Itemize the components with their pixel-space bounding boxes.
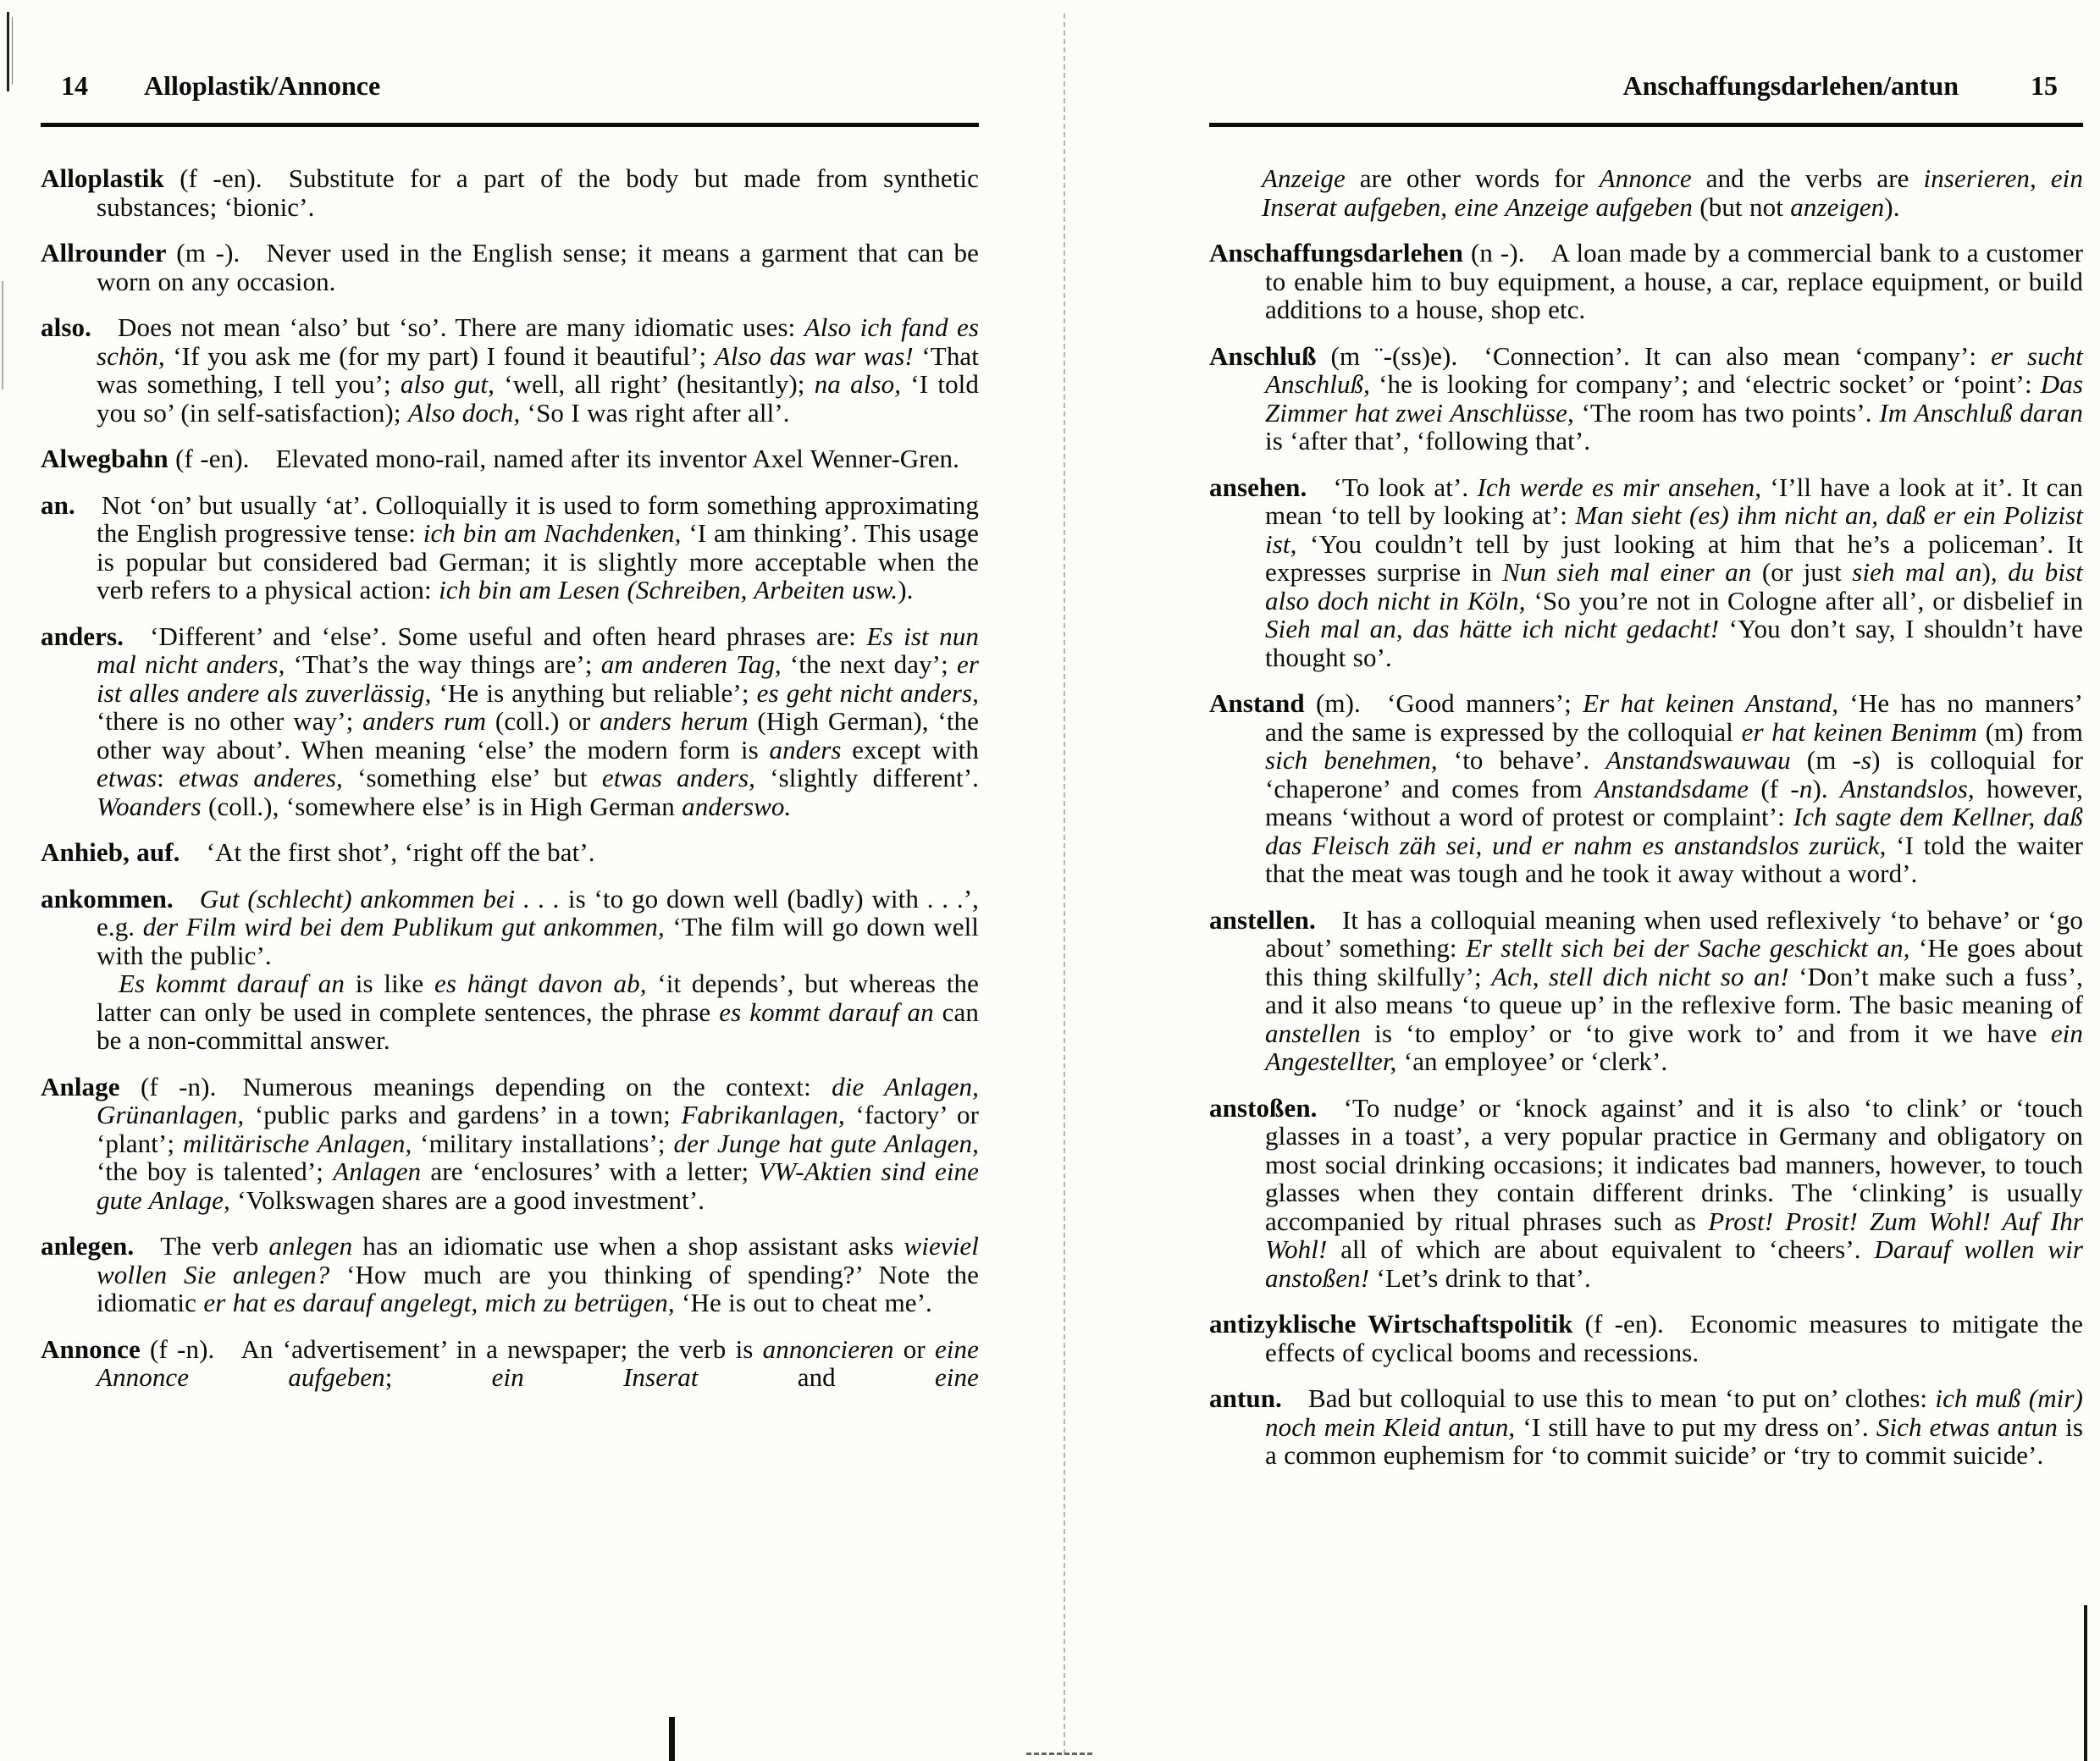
dictionary-entry — [1209, 239, 2083, 324]
german-phrase: anders rum — [362, 706, 487, 736]
definition-text: ‘to behave’. — [1437, 745, 1606, 775]
entry-paragraph — [1209, 906, 2083, 1076]
headword: Allrounder — [41, 238, 167, 268]
headword: Anschaffungsdarlehen — [1209, 238, 1463, 268]
german-phrase: sieh mal an — [1852, 557, 1982, 587]
german-phrase: Gut (schlecht) ankommen bei . . . — [199, 883, 561, 914]
definition-text: and the verbs are — [1691, 163, 1924, 193]
definition-text: (f -en). Economic measures to mitigate the effects of cyclical booms and recessions. — [1265, 1309, 2083, 1367]
definition-text: (m). ‘Good manners’; — [1304, 688, 1583, 718]
entry-paragraph — [1209, 342, 2083, 455]
definition-text: ‘I am thinking’. This usage is popular but considered bad German; it is slightly more acceptable when the verb refers to a physical action: — [97, 518, 979, 604]
definition-text: ‘To look at’. — [1307, 472, 1478, 502]
headword: Anschluß — [1209, 340, 1317, 371]
definition-text: ). — [1812, 773, 1840, 803]
page-left — [41, 0, 979, 1410]
definition-text: and — [698, 1362, 935, 1392]
definition-text: (n -). A loan made by a commercial bank to a customer to enable him to buy equipment, a house, a car, replace equipment, or build additions to a house, shop etc. — [1265, 238, 2083, 324]
german-phrase: na also, — [814, 369, 902, 399]
definition-text: is ‘to go down well (badly) with . . .’, e.g. — [97, 883, 979, 941]
german-phrase: Anstandslos, — [1839, 773, 1975, 803]
definition-text: (but not — [1692, 191, 1791, 222]
entry-paragraph — [41, 1335, 979, 1392]
definition-text: or — [893, 1333, 935, 1364]
german-phrase: s — [1860, 745, 1872, 775]
dictionary-entry — [41, 491, 979, 604]
german-phrase: am anderen Tag, — [600, 649, 782, 679]
german-phrase: Das Zimmer hat zwei Anschlüsse, — [1265, 369, 2083, 428]
page-number-left: 14 — [61, 70, 88, 101]
german-phrase: Also ich fand es schön, — [97, 312, 980, 371]
definition-text — [174, 884, 200, 914]
definition-text: (m) from — [1977, 716, 2083, 747]
definition-text: ‘So I was right after all’. — [520, 397, 790, 428]
german-phrase: Ich sagte dem Kellner, daß das Fleisch zäh sei, und er nahm es anstandslos zurück, — [1265, 802, 2083, 860]
definition-text: ‘something else’ but — [342, 763, 602, 792]
german-phrase: Annonce — [1599, 163, 1692, 193]
definition-text: ‘public parks and gardens’ in a town; — [244, 1100, 682, 1129]
german-phrase: du bist also doch nicht in Köln, — [1265, 557, 2083, 616]
german-phrase: sich benehmen, — [1265, 745, 1438, 775]
definition-text: ‘The film will go down well with the public’. — [97, 912, 979, 970]
headword: antun. — [1209, 1383, 1282, 1413]
german-phrase: Anlagen — [333, 1157, 422, 1186]
entry-paragraph — [41, 239, 979, 295]
entry-paragraph — [1209, 164, 2083, 221]
definition-text: ‘At the first shot’, ‘right off the bat’. — [180, 837, 595, 867]
definition-text: (coll.) or — [486, 706, 600, 736]
german-phrase: anlegen — [268, 1231, 353, 1261]
german-phrase: Er hat keinen Anstand, — [1583, 688, 1839, 718]
dictionary-entry — [41, 838, 979, 867]
german-phrase: Es kommt darauf an — [119, 969, 345, 998]
german-phrase: Er stellt sich bei der Sache geschickt an, — [1466, 933, 1910, 963]
german-phrase: die Anlagen, Grünanlagen, — [97, 1071, 979, 1129]
german-phrase: es kommt darauf an — [719, 996, 934, 1027]
definition-text: ‘He is out to cheat me’. — [674, 1288, 932, 1317]
dictionary-entry — [1209, 1384, 2083, 1470]
dictionary-entry — [1209, 1094, 2083, 1293]
definition-text: ‘Volkswagen shares are a good investment’. — [229, 1184, 705, 1215]
definition-text: ‘How much are you thinking of spending?’ Note the idiomatic — [97, 1259, 979, 1317]
dictionary-entry — [41, 164, 979, 221]
definition-text: can be a non-committal answer. — [97, 996, 980, 1055]
entry-paragraph — [1209, 689, 2083, 888]
definition-text: ‘I told you so’ (in self-satisfaction); — [97, 369, 979, 428]
scan-edge-mark — [2084, 1605, 2087, 1761]
german-phrase: ich bin am Lesen (Schreiben, Arbeiten usw. — [439, 575, 898, 604]
german-phrase: anderswo. — [682, 791, 792, 821]
german-phrase: etwas anderes, — [179, 763, 343, 792]
entries-left — [41, 164, 979, 1392]
dictionary-entry — [41, 313, 979, 427]
definition-text: ‘slightly different’. — [755, 763, 979, 792]
definition-text: ‘I’ll have a look at it’. It can mean ‘to tell by looking at’: — [1265, 472, 2083, 530]
entry-paragraph — [41, 444, 979, 473]
headword: Anhieb, auf. — [41, 837, 180, 867]
german-phrase: militärische Anlagen, — [182, 1128, 412, 1158]
entry-paragraph — [1209, 239, 2083, 324]
dictionary-entry — [1209, 1310, 2083, 1366]
headword: ankommen. — [41, 883, 174, 914]
scan-edge-mark — [2, 281, 3, 389]
german-phrase: Also das war was! — [714, 340, 914, 371]
german-phrase: es hängt davon ab, — [434, 969, 647, 998]
definition-text: ), — [1981, 557, 2009, 587]
definition-text: are ‘enclosures’ with a letter; — [421, 1157, 759, 1186]
definition-text: are other words for — [1345, 163, 1600, 193]
german-phrase: anders herum — [600, 706, 749, 736]
page-fold-line — [1064, 14, 1065, 1754]
definition-text: (f - — [1749, 773, 1799, 803]
german-phrase: ich muß (mir) noch mein Kleid antun, — [1265, 1383, 2083, 1442]
entry-continuation — [1209, 164, 2083, 221]
german-phrase: Fabrikanlagen, — [681, 1100, 845, 1129]
entry-paragraph — [41, 969, 979, 1055]
dictionary-entry — [41, 239, 979, 295]
german-phrase: er sucht Anschluß, — [1265, 340, 2083, 399]
german-phrase: anders — [769, 734, 842, 765]
definition-text: ‘So you’re not in Cologne after all’, or disbelief in — [1525, 585, 2083, 616]
german-phrase: n — [1799, 773, 1813, 803]
entry-paragraph — [41, 1073, 979, 1215]
definition-text: all of which are about equivalent to ‘cheers’. — [1327, 1234, 1875, 1264]
german-phrase: der Film wird bei dem Publikum gut ankommen, — [142, 912, 665, 941]
headword: anlegen. — [41, 1231, 135, 1261]
german-phrase: etwas anders, — [601, 763, 756, 792]
definition-text: ‘military installations’; — [412, 1128, 674, 1158]
headword: antizyklische Wirtschaftspolitik — [1209, 1309, 1573, 1339]
definition-text: (m ¨-(ss)e). ‘Connection’. It can also mean ‘company’: — [1316, 340, 1992, 371]
header-rule-right — [1209, 123, 2083, 127]
definition-text: is ‘to employ’ or ‘to give work to’ and from it we have — [1360, 1018, 2051, 1048]
definition-text: ‘well, all right’ (hesitantly); — [494, 369, 815, 399]
definition-text: ‘I still have to put my dress on’. — [1515, 1411, 1876, 1442]
definition-text: ‘the next day’; — [781, 649, 957, 679]
german-phrase: Anstandsdame — [1594, 773, 1749, 803]
german-phrase: Anstandswauwau — [1605, 745, 1791, 775]
definition-text: (f -n). Numerous meanings depending on the context: — [119, 1071, 832, 1101]
headword: Anlage — [41, 1071, 120, 1101]
dictionary-entry — [1209, 906, 2083, 1076]
german-phrase: eine — [934, 1362, 979, 1392]
definition-text: ‘To nudge’ or ‘knock against’ and it is also ‘to clink’ or ‘touch glasses in a toast’, a very popular practice in Germany and obligatory on most social drinking occasions; it indicates bad manners, however, to touch glasses when they contain different drinks. The ‘clinking’ is usually accompanied by ritual phrases such as — [1265, 1092, 2083, 1236]
german-phrase: Darauf wollen wir anstoßen! — [1265, 1234, 2084, 1293]
german-phrase: etwas — [97, 763, 158, 792]
entry-paragraph — [1209, 1310, 2083, 1366]
german-phrase: er ist alles andere als zuverlässig, — [97, 649, 979, 708]
entries-right — [1209, 164, 2083, 1470]
binding-mark — [12, 17, 13, 85]
definition-text: Bad but colloquial to use this to mean ‘to put on’ clothes: — [1281, 1383, 1936, 1413]
definition-text: except with — [841, 734, 979, 765]
definition-text: : — [157, 763, 180, 792]
definition-text: ‘the boy is talented’; — [97, 1157, 334, 1186]
entry-paragraph — [41, 491, 979, 604]
entry-paragraph — [41, 164, 979, 221]
headword: anders. — [41, 621, 124, 651]
running-head-right: Anschaffungsdarlehen/antun — [1622, 70, 1959, 101]
german-phrase: Sieh mal an, das hätte ich nicht gedacht! — [1265, 614, 1720, 643]
german-phrase: eine Annonce aufgeben — [97, 1333, 979, 1392]
definition-text: ‘factory’ or ‘plant’; — [97, 1100, 979, 1158]
dictionary-entry — [1209, 689, 2083, 888]
german-phrase: Ach, stell dich nicht so an! — [1491, 961, 1789, 991]
german-phrase: anstellen — [1265, 1018, 1361, 1048]
german-phrase: anzeigen — [1790, 191, 1885, 222]
definition-text: ‘there is no other way’; — [97, 706, 363, 736]
german-phrase: er hat es darauf angelegt, mich zu betrügen, — [203, 1288, 675, 1317]
entry-paragraph — [41, 622, 979, 821]
page-number-right: 15 — [2031, 70, 2058, 101]
definition-text: ‘That was something, I tell you’; — [97, 340, 980, 399]
definition-text: ). — [1884, 191, 1900, 222]
definition-text: ‘He goes about this thing skilfully’; — [1265, 933, 2083, 991]
definition-text: ‘You couldn’t tell by just looking at him that he’s a policeman’. It expresses surprise in — [1265, 528, 2083, 587]
definition-text: (or just — [1751, 557, 1853, 587]
dictionary-entry — [41, 1073, 979, 1215]
headword: anstellen. — [1209, 904, 1316, 935]
dictionary-entry — [41, 622, 979, 821]
definition-text: (f -en). Elevated mono-rail, named after its inventor Axel Wenner-Gren. — [168, 444, 960, 473]
entry-paragraph — [41, 1232, 979, 1317]
headword: Annonce — [41, 1333, 141, 1364]
definition-text: (m - — [1790, 745, 1861, 775]
scan-edge-mark — [669, 1717, 675, 1761]
entry-paragraph — [41, 838, 979, 867]
definition-text: ‘That’s the way things are’; — [285, 649, 601, 679]
dictionary-entry — [41, 444, 979, 473]
german-phrase: wieviel wollen Sie anlegen? — [97, 1231, 980, 1289]
definition-text: The verb — [134, 1231, 269, 1261]
headword: ansehen. — [1209, 472, 1307, 502]
definition-text: has an idiomatic use when a shop assistant asks — [352, 1231, 904, 1261]
german-phrase: annoncieren — [762, 1333, 894, 1364]
definition-text: ‘he is looking for company’; and ‘electric socket’ or ‘point’: — [1370, 369, 2041, 399]
page-right — [1209, 0, 2083, 1488]
german-phrase: Woanders — [97, 791, 202, 821]
definition-text: (f -en). Substitute for a part of the body but made from synthetic substances; ‘bionic’. — [97, 163, 979, 222]
headword: an. — [41, 489, 75, 520]
definition-text: ‘Different’ and ‘else’. Some useful and often heard phrases are: — [124, 621, 867, 651]
german-phrase: Anzeige — [1262, 163, 1346, 193]
definition-text: ‘He has no manners’ and the same is expressed by the colloquial — [1265, 688, 2083, 747]
definition-text: ‘The room has two points’. — [1573, 397, 1880, 428]
definition-text: is ‘after that’, ‘following that’. — [1265, 426, 1591, 455]
entry-paragraph — [1209, 473, 2083, 672]
dictionary-entry — [41, 885, 979, 1055]
headword: Alwegbahn — [41, 444, 169, 473]
german-phrase: Prost! Prosit! Zum Wohl! Auf Ihr Wohl! — [1265, 1206, 2083, 1264]
definition-text: ; — [384, 1362, 492, 1392]
definition-text: (coll.), ‘somewhere else’ is in High German — [201, 791, 682, 821]
german-phrase: Nun sieh mal einer an — [1502, 557, 1752, 587]
german-phrase: Im Anschluß daran — [1879, 397, 2083, 428]
definition-text: ‘Don’t make such a fuss’, and it also means ‘to queue up’ in the reflexive form. The basic meaning of — [1265, 961, 2083, 1019]
definition-text: (High German), ‘the other way about’. When meaning ‘else’ the modern form is — [97, 706, 980, 765]
german-phrase: ein Angestellter, — [1265, 1018, 2083, 1076]
german-phrase: Also doch, — [407, 397, 521, 428]
definition-text: ‘it depends’, but whereas the latter can only be used in complete sentences, the phrase — [97, 969, 979, 1027]
german-phrase: ich bin am Nachdenken, — [423, 518, 682, 548]
definition-text: ‘I told the waiter that the meat was tough and he took it away without a word’. — [1265, 830, 2083, 888]
headword: Anstand — [1209, 688, 1305, 718]
definition-text: ‘You don’t say, I shouldn’t have thought so’. — [1265, 614, 2083, 672]
dictionary-entry — [41, 1232, 979, 1317]
definition-text: ‘an employee’ or ‘clerk’. — [1396, 1046, 1668, 1076]
definition-text: ‘If you ask me (for my part) I found it beautiful’; — [164, 340, 715, 371]
headword: anstoßen. — [1209, 1092, 1318, 1123]
definition-text: ) is colloquial for ‘chaperone’ and comes from — [1265, 745, 2083, 803]
definition-text: (m -). Never used in the English sense; it means a garment that can be worn on any occasion. — [97, 238, 979, 296]
dictionary-entry — [1209, 473, 2083, 672]
german-phrase: Sich etwas antun — [1876, 1411, 2058, 1442]
german-phrase: ein Inserat — [491, 1362, 699, 1392]
german-phrase: er hat keinen Benimm — [1741, 716, 1978, 747]
page-header-left — [41, 0, 979, 100]
definition-text: however, means ‘without a word of protest or complaint’: — [1265, 773, 2084, 831]
german-phrase: Es ist nun mal nicht anders, — [97, 621, 979, 679]
definition-text: It has a colloquial meaning when used reflexively ‘to behave’ or ‘go about’ something: — [1265, 904, 2083, 963]
german-phrase: also gut, — [400, 369, 495, 399]
dictionary-entry — [41, 1335, 979, 1392]
definition-text: is a common euphemism for ‘to commit suicide’ or ‘try to commit suicide’. — [1265, 1411, 2083, 1470]
binding-mark — [7, 12, 9, 91]
headword: also. — [41, 312, 91, 342]
german-phrase: inserieren, ein Inserat aufgeben, eine Anzeige aufgeben — [1262, 163, 2083, 222]
entry-paragraph — [1209, 1384, 2083, 1470]
page-header-right — [1209, 0, 2083, 100]
german-phrase: VW-Aktien sind eine gute Anlage, — [97, 1157, 979, 1215]
german-phrase: Man sieht (es) ihm nicht an, daß er ein Polizist ist, — [1265, 500, 2083, 559]
definition-text: Does not mean ‘also’ but ‘so’. There are many idiomatic uses: — [91, 312, 804, 342]
german-phrase: Ich werde es mir ansehen, — [1477, 472, 1762, 502]
entry-paragraph — [41, 313, 979, 427]
running-head-left: Alloplastik/Annonce — [144, 70, 381, 101]
definition-text: (f -n). An ‘advertisement’ in a newspaper; the verb is — [140, 1333, 763, 1364]
definition-text: Not ‘on’ but usually ‘at’. Colloquially it is used to form something approximating the English progressive tense: — [75, 489, 979, 548]
german-phrase: der Junge hat gute Anlagen, — [673, 1128, 979, 1158]
german-phrase: es geht nicht anders, — [756, 677, 980, 708]
dictionary-entry — [1209, 342, 2083, 455]
definition-text: is like — [345, 969, 434, 998]
definition-text: ). — [898, 575, 914, 604]
definition-text: ‘Let’s drink to that’. — [1369, 1262, 1591, 1293]
headword: Alloplastik — [41, 163, 164, 193]
header-rule-left — [41, 123, 979, 127]
entry-paragraph — [1209, 1094, 2083, 1293]
page-fold-mark — [1026, 1753, 1092, 1755]
definition-text: ‘He is anything but reliable’; — [431, 677, 757, 708]
entry-paragraph — [41, 885, 979, 970]
